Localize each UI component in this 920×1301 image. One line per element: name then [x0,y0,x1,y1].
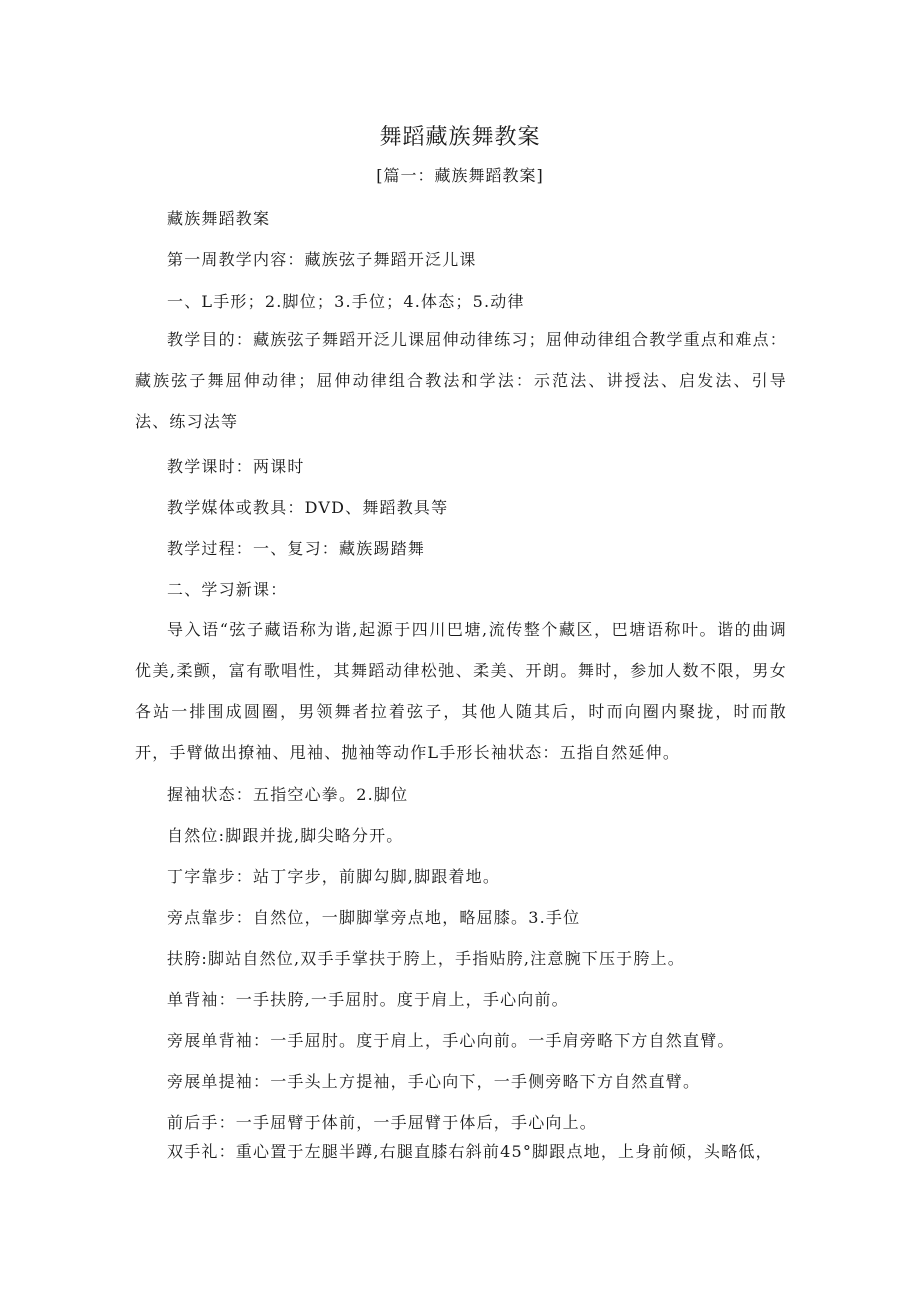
week-content-line: 第一周教学内容：藏族弦子舞蹈开泛儿课 [167,250,477,269]
section-heading: 藏族舞蹈教案 [167,209,271,228]
side-step-line: 旁点靠步：自然位，一脚脚掌旁点地，略屈膝。3.手位 [167,908,581,927]
front-back-hand-line: 前后手：一手屈臂于体前，一手屈臂于体后，手心向上。 [167,1113,598,1132]
objective-paragraph: 教学目的：藏族弦子舞蹈开泛儿课屈伸动律练习；屈伸动律组合教学重点和难点：藏族弦子舞屈伸动律；屈伸动律组合教法和学法：示范法、讲授法、启发法、引导法、练习法等 [135,330,787,431]
document-title: 舞蹈藏族舞教案 [379,125,541,150]
t-step-line: 丁字靠步：站丁字步，前脚勾脚,脚跟着地。 [167,867,501,886]
process-line: 教学过程：一、复习：藏族踢踏舞 [167,539,426,558]
intro-paragraph: 导入语“弦子藏语称为谐,起源于四川巴塘,流传整个藏区，巴塘语称叶。谐的曲调优美,柔颤，富有歌唱性，其舞蹈动律松弛、柔美、开朗。舞时，参加人数不限，男女各站一排围成圆圈，男领舞者拉着弦子，其他人随其后，时而向圈内聚拢，时而散开，手臂做出撩袖、甩袖、抛袖等动作L手形长袖状态：五指自然延伸。 [135,620,787,762]
media-line: 教学媒体或教具：DVD、舞蹈教具等 [167,498,449,517]
side-single-lift-sleeve-line: 旁展单提袖：一手头上方提袖，手心向下，一手侧旁略下方自然直臂。 [167,1072,701,1091]
items-line: 一、L手形；2.脚位；3.手位；4.体态；5.动律 [167,292,525,311]
natural-position-line: 自然位:脚跟并拢,脚尖略分开。 [167,826,404,845]
single-back-sleeve-line: 单背袖：一手扶胯,一手屈肘。度于肩上，手心向前。 [167,990,569,1009]
hip-hold-line: 扶胯:脚站自然位,双手手掌扶于胯上，手指贴胯,注意腕下压于胯上。 [167,949,685,968]
document-subtitle: [篇一：藏族舞蹈教案] [376,166,544,185]
side-single-back-sleeve-line: 旁展单背袖：一手屈肘。度于肩上，手心向前。一手肩旁略下方自然直臂。 [167,1031,735,1050]
new-lesson-line: 二、学习新课： [167,580,288,599]
class-hours-line: 教学课时：两课时 [167,457,305,476]
two-hand-salute-line: 双手礼：重心置于左腿半蹲,右腿直膝右斜前45°脚跟点地，上身前倾，头略低， [167,1142,773,1161]
grip-sleeve-line: 握袖状态：五指空心拳。2.脚位 [167,785,409,804]
